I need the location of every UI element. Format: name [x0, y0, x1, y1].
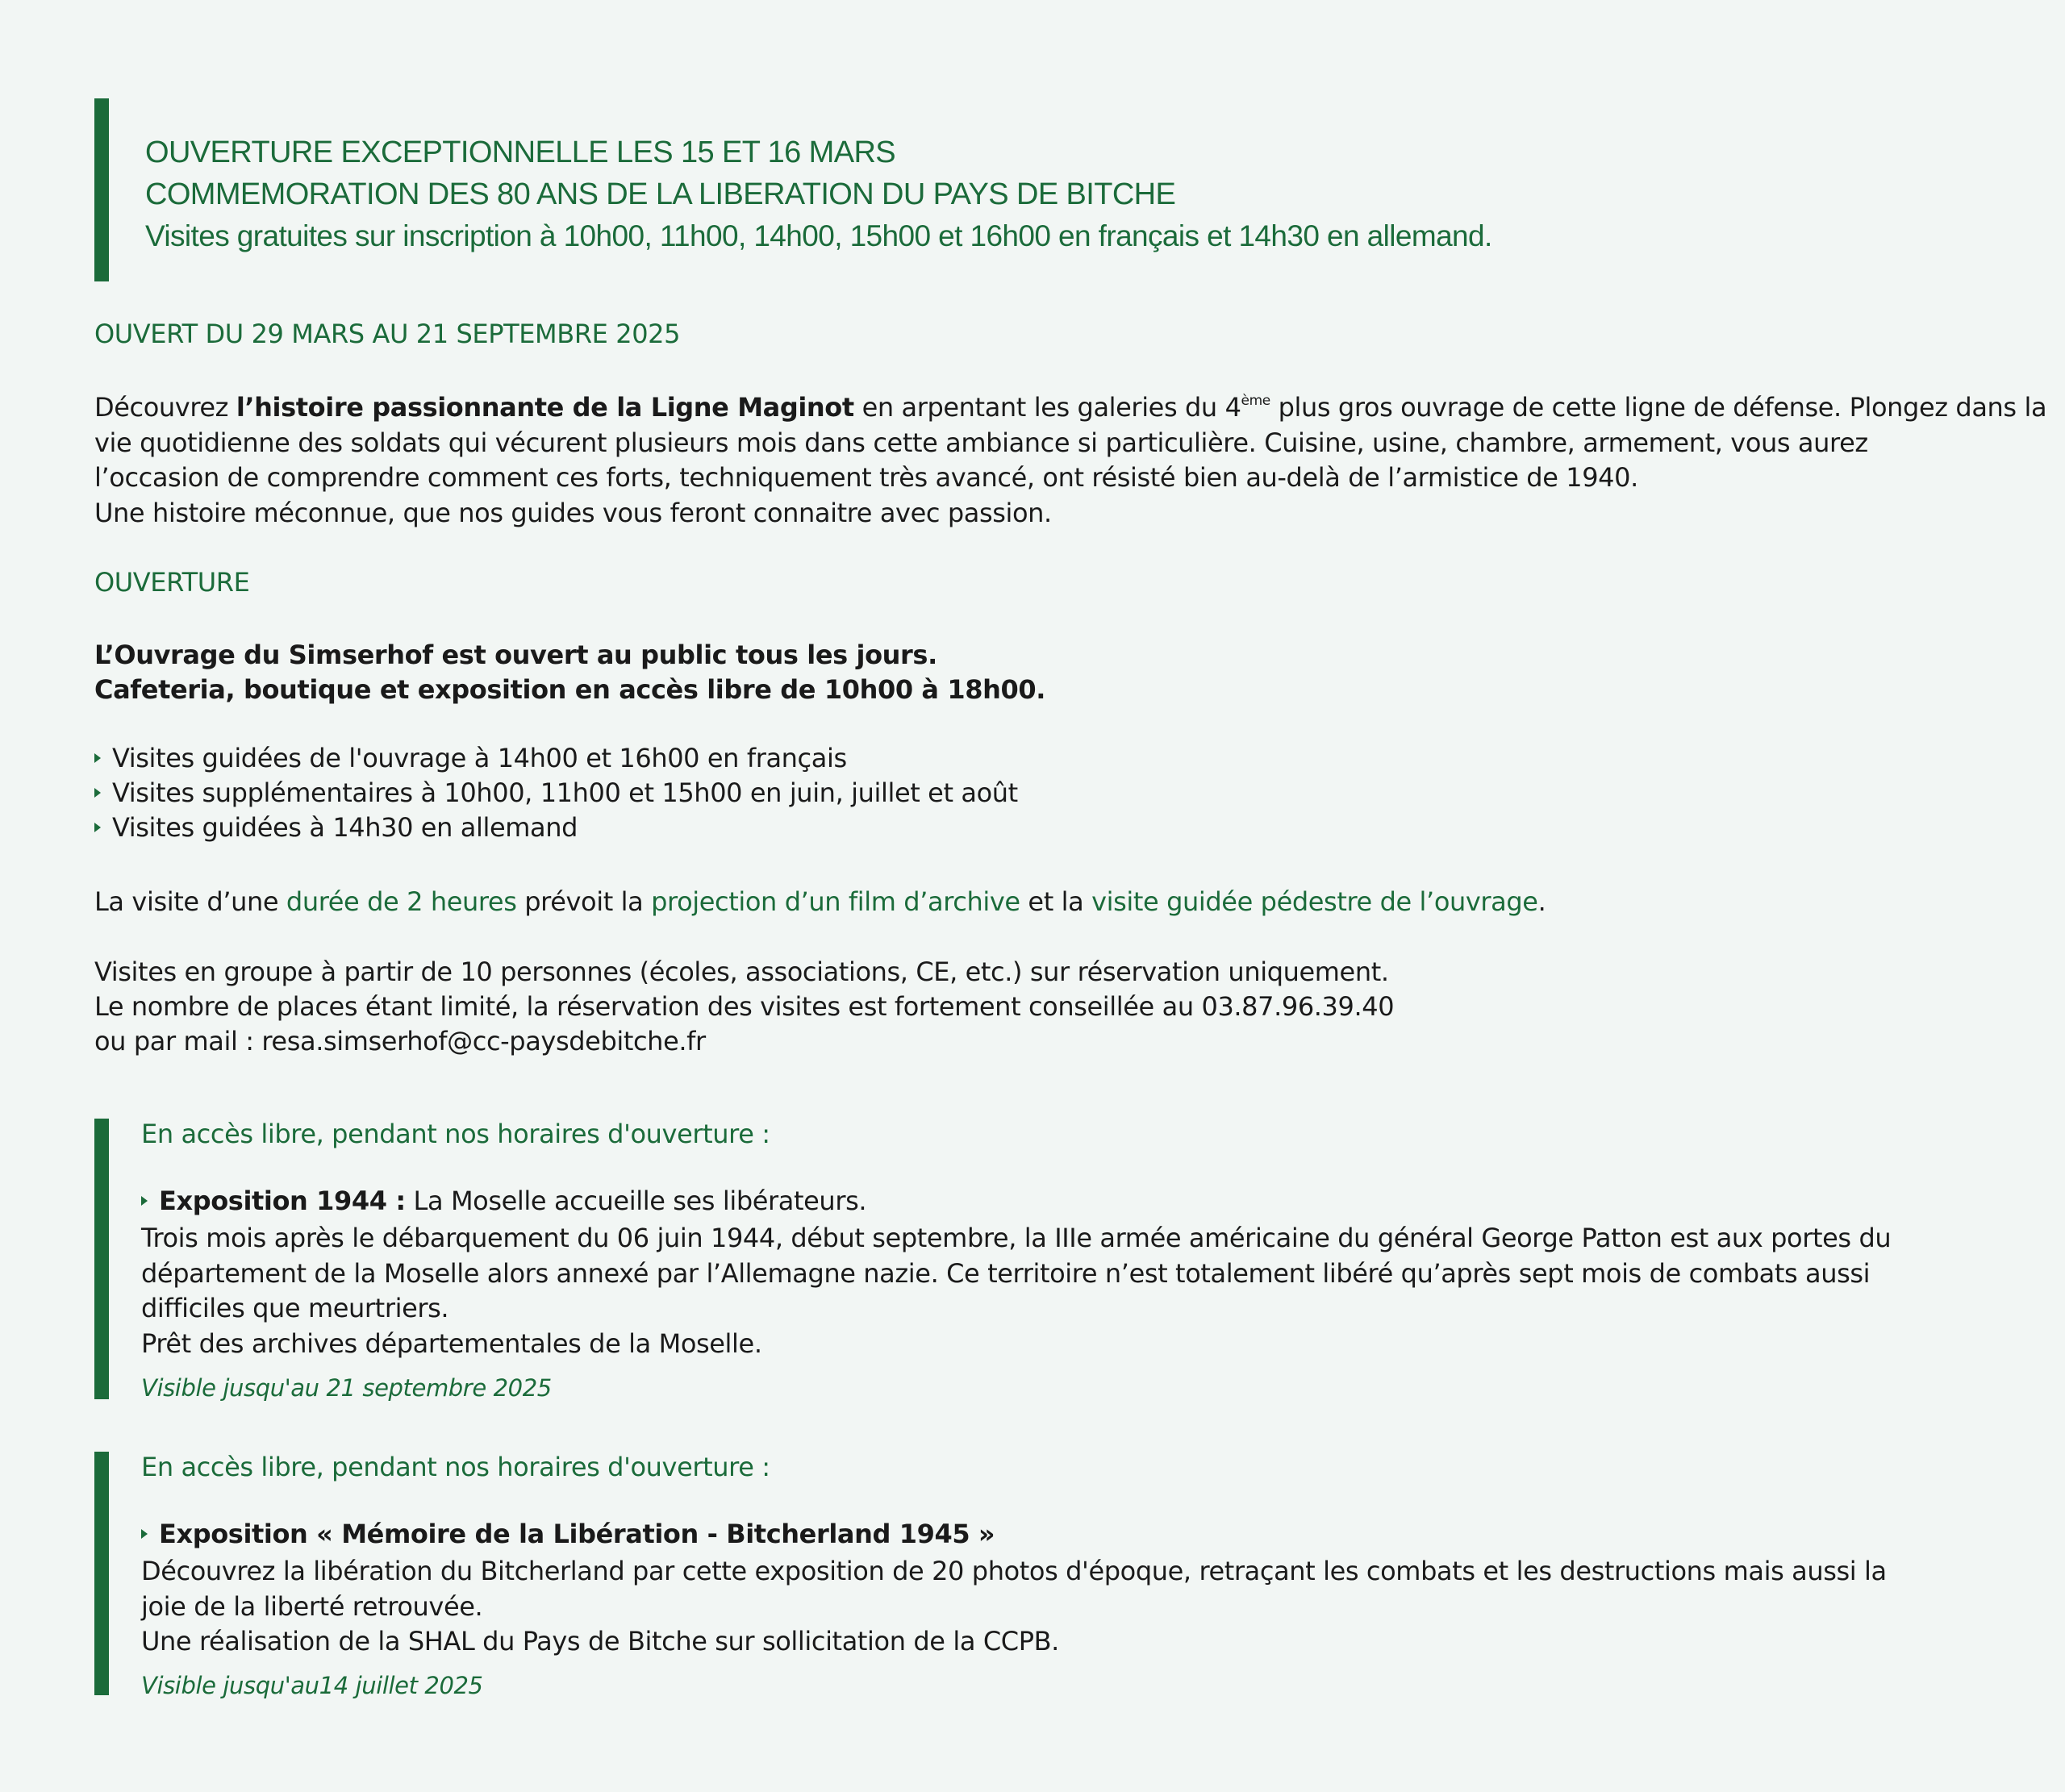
opening-statement-1: L’Ouvrage du Simserhof est ouvert au public tous les jours. — [94, 640, 937, 670]
list-item — [94, 777, 1018, 808]
visit-text: . — [1537, 886, 1546, 917]
announcement-line-1: OUVERTURE EXCEPTIONNELLE LES 15 ET 16 MARS — [145, 135, 896, 169]
opening-heading: OUVERTURE — [94, 567, 250, 598]
exhibition-text-1: Trois mois après le débarquement du 06 juin 1944, début septembre, la IIIe armée américaine du général George Patton est aux portes du — [141, 1223, 1892, 1253]
visit-text: prévoit la — [516, 886, 652, 917]
list-item-text: Visites supplémentaires à 10h00, 11h00 et 15h00 en juin, juillet et août — [112, 777, 1018, 808]
exhibition-heading: En accès libre, pendant nos horaires d'ouverture : — [141, 1452, 770, 1482]
exhibition-title-bold: Exposition 1944 : — [159, 1186, 406, 1216]
visit-text: et la — [1020, 886, 1092, 917]
intro-text: Découvrez — [94, 392, 236, 423]
intro-line-3: l’occasion de comprendre comment ces forts, techniquement très avancé, ont résisté bien au-delà de l’armistice de 1940. — [94, 462, 1638, 493]
triangle-bullet-icon — [94, 823, 101, 832]
exhibition-text-3: difficiles que meurtriers. — [141, 1293, 449, 1323]
visit-duration-highlight: durée de 2 heures — [286, 886, 517, 917]
exhibition-title — [141, 1186, 866, 1216]
exhibition-text-3: Une réalisation de la SHAL du Pays de Bitche sur sollicitation de la CCPB. — [141, 1626, 1059, 1657]
exhibition-accent-bar — [94, 1452, 109, 1695]
announcement-line-3: Visites gratuites sur inscription à 10h00, 11h00, 14h00, 15h00 et 16h00 en français et 14h30 en allemand. — [145, 219, 1492, 252]
exhibition-title-bold: Exposition « Mémoire de la Libération - Bitcherland 1945 » — [159, 1519, 995, 1549]
announcement-line-2: COMMEMORATION DES 80 ANS DE LA LIBERATION DU PAYS DE BITCHE — [145, 177, 1176, 211]
list-item-text: Visites guidées à 14h30 en allemand — [112, 812, 578, 843]
visit-film-highlight: projection d’un film d’archive — [651, 886, 1020, 917]
exhibition-visible-until: Visible jusqu'au 21 septembre 2025 — [141, 1374, 552, 1402]
list-item — [94, 743, 847, 773]
visit-guided-highlight: visite guidée pédestre de l’ouvrage — [1091, 886, 1538, 917]
exhibition-text-2: département de la Moselle alors annexé par l’Allemagne nazie. Ce territoire n’est totalement libéré qu’après sept mois de combats aussi — [141, 1258, 1871, 1289]
announcement-block — [94, 98, 1950, 281]
visit-text: La visite d’une — [94, 886, 286, 917]
exhibition-text-2: joie de la liberté retrouvée. — [141, 1591, 483, 1622]
exhibition-heading: En accès libre, pendant nos horaires d'ouverture : — [141, 1119, 770, 1149]
intro-highlight: l’histoire passionnante de la Ligne Maginot — [236, 392, 854, 423]
exhibition-block-bitcherland — [94, 1452, 1974, 1699]
exhibition-title-rest: La Moselle accueille ses libérateurs. — [405, 1186, 867, 1216]
exhibition-title — [141, 1519, 995, 1549]
intro-superscript: ème — [1241, 393, 1270, 409]
season-heading: OUVERT DU 29 MARS AU 21 SEPTEMBRE 2025 — [94, 319, 681, 349]
intro-text: plus gros ouvrage de cette ligne de défense. Plongez dans la — [1270, 392, 2047, 423]
intro-line-1 — [94, 390, 2046, 425]
intro-line-4: Une histoire méconnue, que nos guides vous feront connaitre avec passion. — [94, 498, 1052, 528]
triangle-bullet-icon — [94, 753, 101, 763]
triangle-bullet-icon — [94, 788, 101, 798]
intro-text: en arpentant les galeries du 4 — [853, 392, 1241, 423]
exhibition-visible-until: Visible jusqu'au14 juillet 2025 — [141, 1672, 483, 1699]
group-info-email: ou par mail : resa.simserhof@cc-paysdebitche.fr — [94, 1026, 706, 1056]
opening-statement-2: Cafeteria, boutique et exposition en accès libre de 10h00 à 18h00. — [94, 674, 1045, 705]
group-info-2: Le nombre de places étant limité, la réservation des visites est fortement conseillée au 03.87.96.39.40 — [94, 991, 1395, 1022]
exhibition-accent-bar — [94, 1119, 109, 1399]
triangle-bullet-icon — [141, 1196, 148, 1206]
list-item — [94, 812, 578, 843]
announcement-accent-bar — [94, 98, 109, 281]
exhibition-text-1: Découvrez la libération du Bitcherland par cette exposition de 20 photos d'époque, retraçant les combats et les destructions mais aussi la — [141, 1556, 1887, 1586]
exhibition-text-4: Prêt des archives départementales de la Moselle. — [141, 1328, 762, 1359]
triangle-bullet-icon — [141, 1529, 148, 1539]
list-item-text: Visites guidées de l'ouvrage à 14h00 et 16h00 en français — [112, 743, 847, 773]
visit-description — [94, 884, 1546, 919]
group-info-1: Visites en groupe à partir de 10 personnes (écoles, associations, CE, etc.) sur réservation uniquement. — [94, 956, 1389, 987]
intro-line-2: vie quotidienne des soldats qui vécurent plusieurs mois dans cette ambiance si particulière. Cuisine, usine, chambre, armement, vous aurez — [94, 427, 1868, 458]
exhibition-block-1944 — [94, 1119, 1974, 1402]
